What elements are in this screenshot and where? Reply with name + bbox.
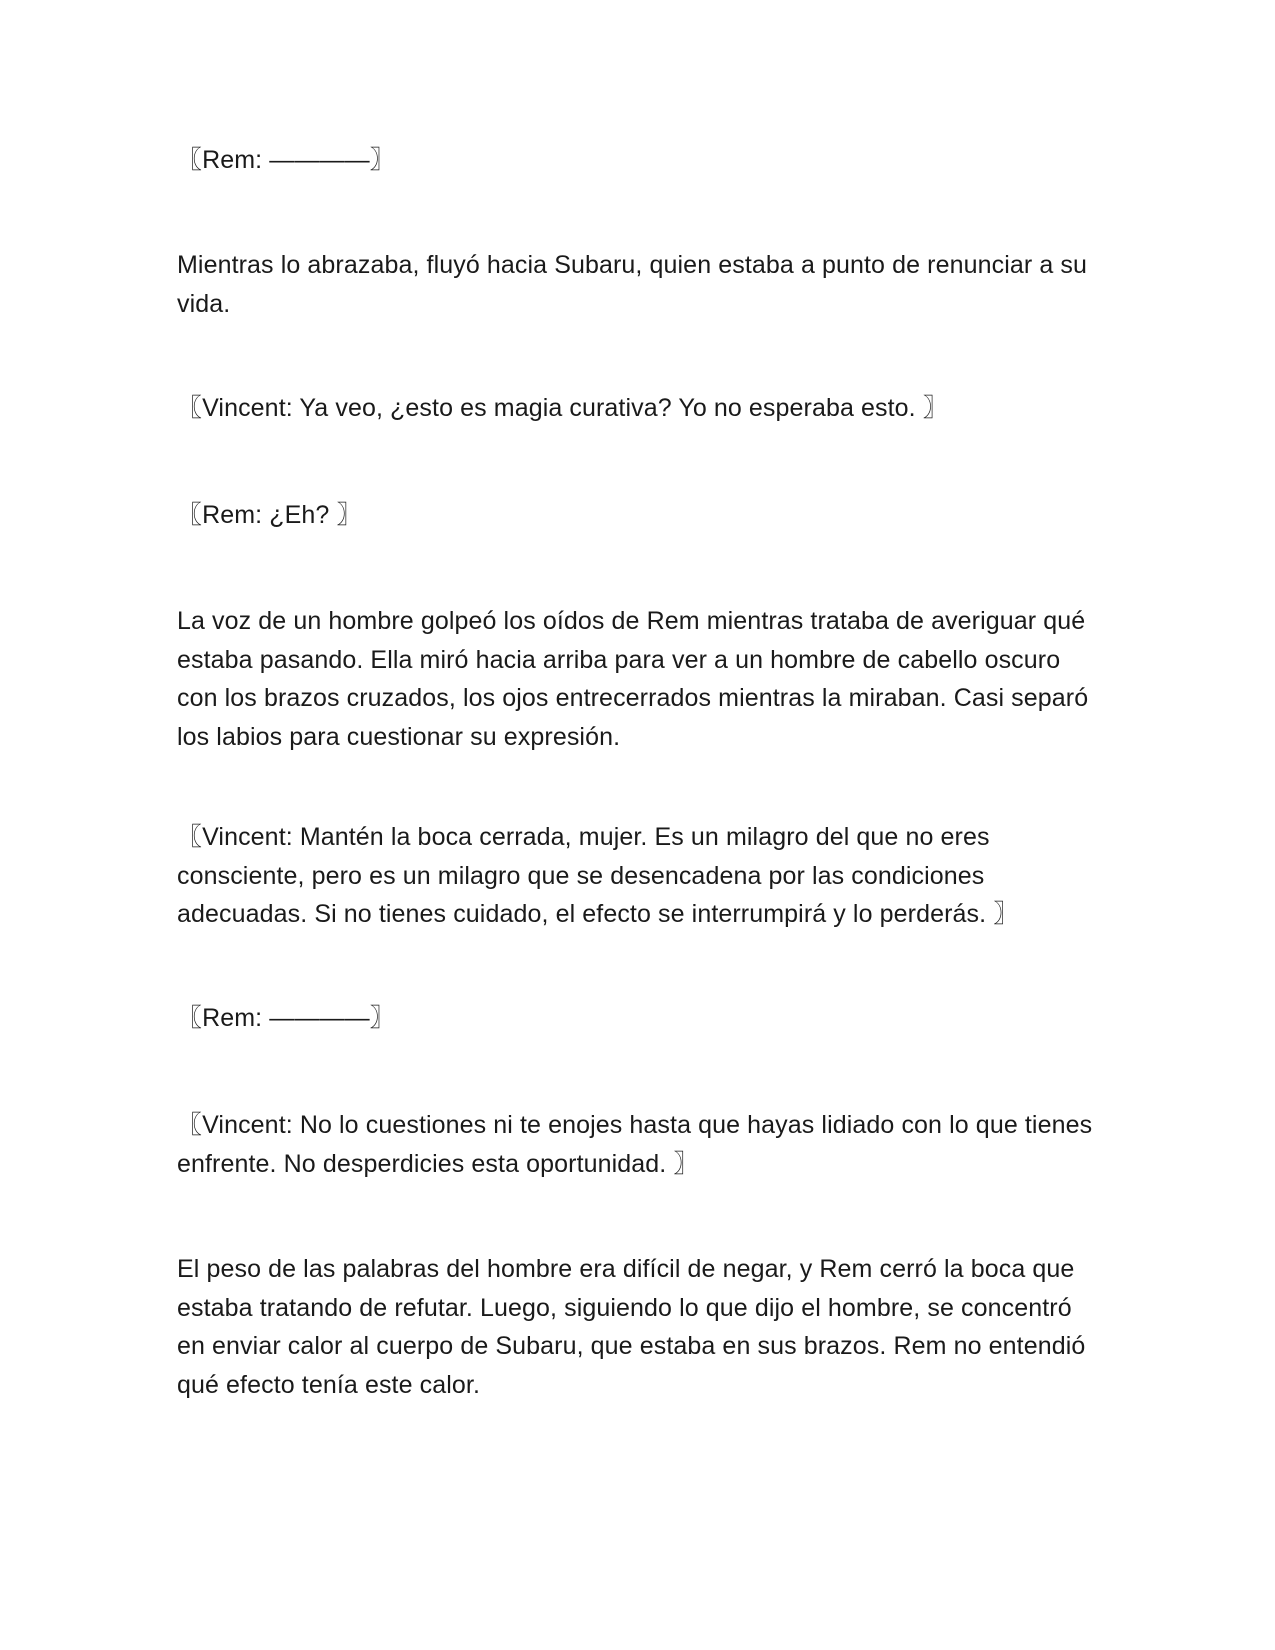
narration-paragraph-3: El peso de las palabras del hombre era difícil de negar, y Rem cerró la boca que estaba tratando de refutar. Luego, siguiendo lo que dijo el hombre, se concentró en enviar calor al cuerpo de Subaru, que estaba en sus brazos. Rem no entendió qué efecto tenía este calor. [177, 1255, 1086, 1399]
dialogue-vincent-1: 〖Vincent: Ya veo, ¿esto es magia curativa? Yo no esperaba esto. 〗 [177, 394, 948, 422]
narration-paragraph-2: La voz de un hombre golpeó los oídos de Rem mientras trataba de averiguar qué estaba pasando. Ella miró hacia arriba para ver a un hombre de cabello oscuro con los brazos cruzados, los ojos entrecerrados mientras la miraban. Casi separó los labios para cuestionar su expresión. [177, 607, 1089, 751]
dialogue-rem-1: 〖Rem: ————〗 [177, 146, 395, 174]
dialogue-rem-2: 〖Rem: ¿Eh? 〗 [177, 501, 362, 529]
dialogue-vincent-3: 〖Vincent: No lo cuestiones ni te enojes hasta que hayas lidiado con lo que tienes enfrente. No desperdicies esta oportunidad. 〗 [177, 1111, 1093, 1178]
dialogue-rem-3: 〖Rem: ————〗 [177, 1004, 395, 1032]
dialogue-vincent-2: 〖Vincent: Mantén la boca cerrada, mujer. Es un milagro del que no eres consciente, pero es un milagro que se desencadena por las condiciones adecuadas. Si no tienes cuidado, el efecto se interrumpirá y lo perderás. 〗 [177, 823, 1019, 928]
narration-paragraph-1: Mientras lo abrazaba, fluyó hacia Subaru, quien estaba a punto de renunciar a su vida. [177, 251, 1087, 318]
